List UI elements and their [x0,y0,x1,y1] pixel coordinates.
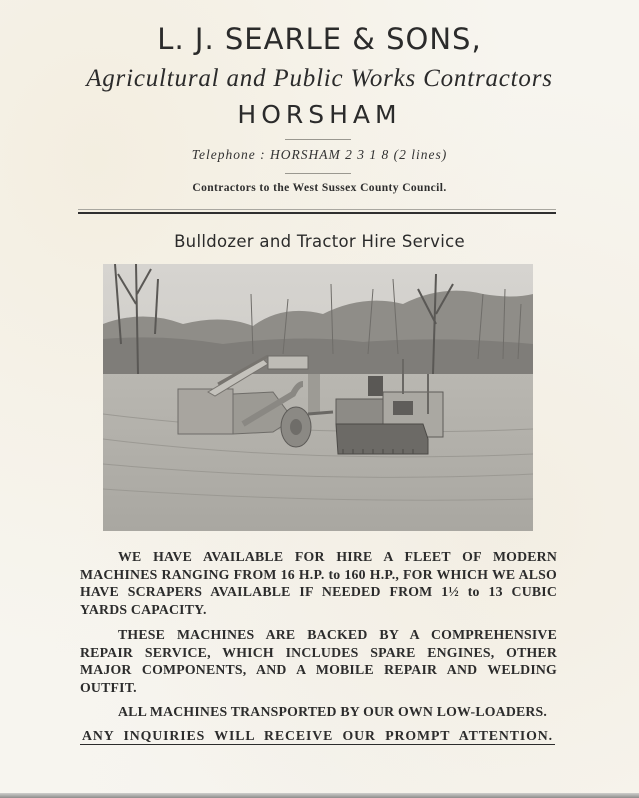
divider-short-bottom [285,173,351,174]
company-tagline: Agricultural and Public Works Contractors [86,65,553,92]
page-bottom-edge [0,793,639,798]
photo-driver [368,376,383,396]
header-rule-thin [78,209,556,210]
closing-line: ANY INQUIRIES WILL RECEIVE OUR PROMPT ATTENTION. [80,727,555,745]
paragraph-repair-service: THESE MACHINES ARE BACKED BY A COMPREHENSIVE REPAIR SERVICE, WHICH INCLUDES SPARE ENGINES, OTHER MAJOR COMPONENTS, AND A MOBILE REPAIR AND WELDING OUTFIT. [80,627,557,695]
paragraph-fleet: WE HAVE AVAILABLE FOR HIRE A FLEET OF MODERN MACHINES RANGING FROM 16 H.P. to 160 H.P., FOR WHICH WE ALSO HAVE SCRAPERS AVAILABLE IF NEEDED FROM 1½ to 13 CUBIC YARDS CAPACITY. [80,549,557,617]
telephone-line: Telephone : HORSHAM 2 3 1 8 (2 lines) [191,147,448,162]
council-note: Contractors to the West Sussex County Council. [192,182,447,194]
machinery-photo [103,264,533,531]
divider-short-top [285,139,351,140]
paragraph-transport: ALL MACHINES TRANSPORTED BY OUR OWN LOW-LOADERS. [118,704,548,719]
header-rule-thick [78,212,556,214]
photo-illustration [103,264,533,531]
section-title: Bulldozer and Tractor Hire Service [174,232,465,251]
company-town: HORSHAM [237,100,402,129]
company-name: L. J. SEARLE & SONS, [157,22,482,56]
